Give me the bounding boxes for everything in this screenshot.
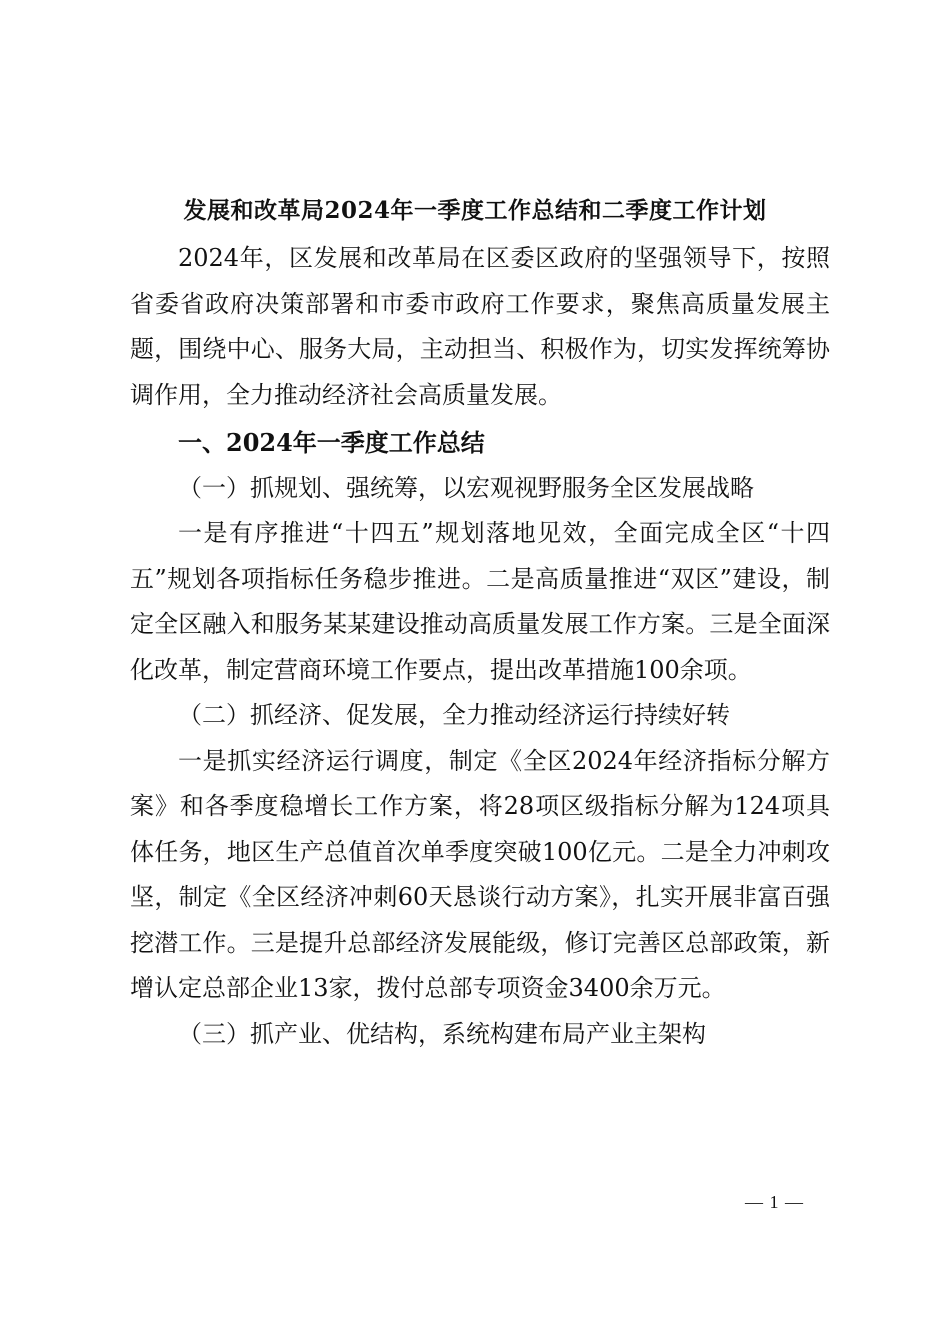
page-number: — 1 — bbox=[745, 1192, 804, 1212]
section-1-heading: 一、2024年一季度工作总结 bbox=[178, 428, 485, 457]
subsection-3-heading: （三）抓产业、优结构，系统构建布局产业主架构 bbox=[178, 1019, 706, 1048]
subsection-2-heading: （二）抓经济、促发展，全力推动经济运行持续好转 bbox=[178, 701, 730, 729]
document-title: 发展和改革局2024年一季度工作总结和二季度工作计划 bbox=[183, 197, 767, 224]
subsection-1-body: 一是有序推进“十四五”规划落地见效，全面完成全区“十四五”规划各项指标任务稳步推进。二是高质量推进“双区”建设，制定全区融入和服务某某建设推动高质量发展工作方案。三是全面深化改革，制定营商环境工作要点，提出改革措施100余项。 bbox=[130, 519, 830, 684]
subsection-1-heading: （一）抓规划、强统筹，以宏观视野服务全区发展战略 bbox=[178, 473, 754, 502]
intro-paragraph: 2024年，区发展和改革局在区委区政府的坚强领导下，按照省委省政府决策部署和市委市政府工作要求，聚焦高质量发展主题，围绕中心、服务大局，主动担当、积极作为，切实发挥统筹协调作用，全力推动经济社会高质量发展。 bbox=[130, 244, 830, 409]
document-body bbox=[130, 236, 830, 1057]
subsection-2-body: 一是抓实经济运行调度，制定《全区2024年经济指标分解方案》和各季度稳增长工作方案，将28项区级指标分解为124项具体任务，地区生产总值首次单季度突破100亿元。二是全力冲刺攻坚，制定《全区经济冲刺60天恳谈行动方案》，扎实开展非富百强挖潜工作。三是提升总部经济发展能级，修订完善区总部政策，新增认定总部企业13家，拨付总部专项资金3400余万元。 bbox=[130, 746, 830, 1002]
